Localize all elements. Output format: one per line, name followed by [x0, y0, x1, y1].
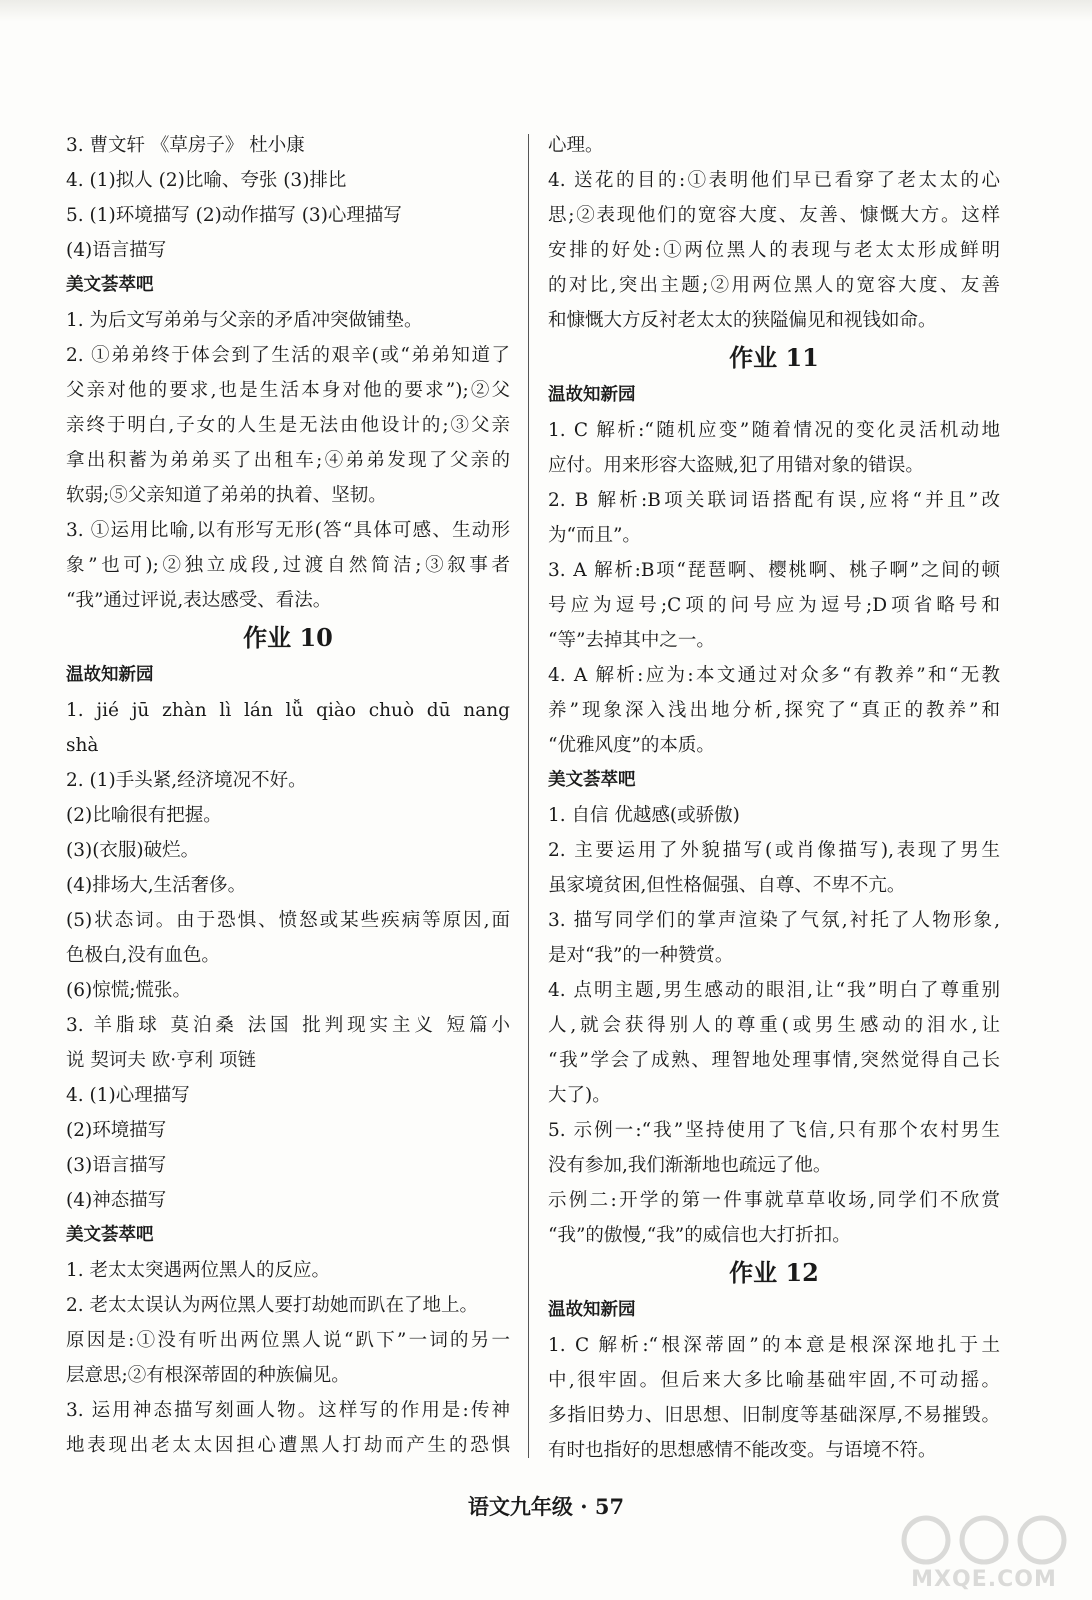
homework-heading: 作业 11 — [729, 343, 819, 372]
answer-line: 2. (1)手头紧,经济境况不好。 — [66, 770, 307, 791]
answer-line: (2)环境描写 — [66, 1120, 167, 1141]
answer-line: (3)(衣服)破烂。 — [66, 840, 200, 861]
answer-line: 3. 描写同学们的掌声渲染了气氛,衬托了人物形象, — [548, 910, 1000, 931]
answer-line: 2. ①弟弟终于体会到了生活的艰辛(或“弟弟知道了 — [66, 345, 510, 366]
right-column — [548, 128, 1000, 1468]
answer-line: 1. 为后文写弟弟与父亲的矛盾冲突做铺垫。 — [66, 310, 423, 331]
section-heading: 温故知新园 — [66, 665, 154, 685]
answer-line: 亲终于明白,子女的人生是无法由他设计的;③父亲 — [66, 415, 510, 436]
answer-line: 拿出积蓄为弟弟买了出租车;④弟弟发现了父亲的 — [66, 450, 510, 471]
answer-line: 有时也指好的思想感情不能改变。与语境不符。 — [548, 1440, 937, 1461]
answer-line: 1. 自信 优越感(或骄傲) — [548, 805, 740, 826]
answer-line: (4)神态描写 — [66, 1190, 167, 1211]
answer-line: 应付。用来形容大盗贼,犯了用错对象的错误。 — [548, 455, 924, 476]
answer-line: (5)状态词。由于恐惧、愤怒或某些疾病等原因,面 — [66, 910, 510, 931]
answer-line: 4. 点明主题,男生感动的眼泪,让“我”明白了尊重别 — [548, 980, 1000, 1001]
answer-line: 说 契诃夫 欧·亨利 项链 — [66, 1050, 257, 1071]
answer-line: “我”通过评说,表达感受、看法。 — [66, 590, 332, 611]
answer-line: 2. B 解析:B项关联词语搭配有误,应将“并且”改 — [548, 490, 1000, 511]
answer-line: 1. C 解析:“随机应变”随着情况的变化灵活机动地 — [548, 420, 1000, 441]
answer-line: 3. 运用神态描写刻画人物。这样写的作用是:传神 — [66, 1400, 510, 1421]
answer-line: 3. 羊脂球 莫泊桑 法国 批判现实主义 短篇小 — [66, 1015, 510, 1036]
answer-line: 5. (1)环境描写 (2)动作描写 (3)心理描写 — [66, 205, 402, 226]
answer-stamp-icon — [898, 1512, 1070, 1568]
answer-line: 中,很牢固。但后来大多比喻基础牢固,不可动摇。 — [548, 1370, 1000, 1391]
answer-line: 大了)。 — [548, 1085, 611, 1106]
answer-line: 色极白,没有血色。 — [66, 945, 220, 966]
answer-line: 原因是:①没有听出两位黑人说“趴下”一词的另一 — [66, 1330, 510, 1351]
answer-line: 的对比,突出主题;②用两位黑人的宽容大度、友善 — [548, 275, 1000, 296]
section-heading: 美文荟萃吧 — [66, 1225, 154, 1245]
answer-line: “我”学会了成熟、理智地处理事情,突然觉得自己长 — [548, 1050, 1000, 1071]
watermark-text: MXQE.COM — [911, 1567, 1057, 1592]
answer-line: 3. ①运用比喻,以有形写无形(答“具体可感、生动形 — [66, 520, 510, 541]
answer-line: 是对“我”的一种赞赏。 — [548, 945, 734, 966]
answer-line: 4. (1)心理描写 — [66, 1085, 190, 1106]
answer-line: 1. 老太太突遇两位黑人的反应。 — [66, 1260, 331, 1281]
answer-line: 4. (1)拟人 (2)比喻、夸张 (3)排比 — [66, 170, 347, 191]
section-heading: 温故知新园 — [548, 1300, 636, 1320]
answer-line: “等”去掉其中之一。 — [548, 630, 715, 651]
answer-line: (4)语言描写 — [66, 240, 167, 261]
page-number: 57 — [594, 1494, 625, 1519]
answer-line: 1. jié jū zhàn lì lán lǚ qiào chuò dū nang — [66, 700, 510, 721]
section-heading: 美文荟萃吧 — [548, 770, 636, 790]
answer-line: 2. 老太太误认为两位黑人要打劫她而趴在了地上。 — [66, 1295, 479, 1316]
homework-heading: 作业 12 — [729, 1258, 819, 1287]
answer-line: 象”也可);②独立成段,过渡自然简洁;③叙事者 — [66, 555, 510, 576]
answer-line: 号应为逗号;C项的问号应为逗号;D项省略号和 — [548, 595, 1000, 616]
answer-line: (2)比喻很有把握。 — [66, 805, 222, 826]
answer-line: 2. 主要运用了外貌描写(或肖像描写),表现了男生 — [548, 840, 1000, 861]
answer-line: 为“而且”。 — [548, 525, 641, 546]
answer-line: (6)惊慌;慌张。 — [66, 980, 191, 1001]
answer-line: 人,就会获得别人的尊重(或男生感动的泪水,让 — [548, 1015, 1000, 1036]
answer-line: 父亲对他的要求,也是生活本身对他的要求”);②父 — [66, 380, 510, 401]
answer-line: 1. C 解析:“根深蒂固”的本意是根深深地扎于土 — [548, 1335, 1000, 1356]
answer-line: 3. 曹文轩 《草房子》 杜小康 — [66, 135, 305, 156]
column-divider — [528, 134, 529, 1458]
footer-separator: · — [580, 1494, 588, 1519]
answer-line: 多指旧势力、旧思想、旧制度等基础深厚,不易摧毁。 — [548, 1405, 1000, 1426]
answer-line: 5. 示例一:“我”坚持使用了飞信,只有那个农村男生 — [548, 1120, 1000, 1141]
answer-line: 心理。 — [548, 135, 604, 156]
answer-line: 4. A 解析:应为:本文通过对众多“有教养”和“无教 — [548, 665, 1000, 686]
answer-line: 4. 送花的目的:①表明他们早已看穿了老太太的心 — [548, 170, 1000, 191]
homework-heading: 作业 10 — [243, 623, 333, 652]
left-column — [66, 128, 510, 1463]
answer-line: 没有参加,我们渐渐地也疏远了他。 — [548, 1155, 832, 1176]
answer-line: 和慷慨大方反衬老太太的狭隘偏见和视钱如命。 — [548, 310, 937, 331]
answer-line: 层意思;②有根深蒂固的种族偏见。 — [66, 1365, 350, 1386]
answer-line: 养”现象深入浅出地分析,探究了“真正的教养”和 — [548, 700, 1000, 721]
answer-line: 安排的好处:①两位黑人的表现与老太太形成鲜明 — [548, 240, 1000, 261]
section-heading: 温故知新园 — [548, 385, 636, 405]
answer-line: (3)语言描写 — [66, 1155, 167, 1176]
answer-line: (4)排场大,生活奢侈。 — [66, 875, 247, 896]
answer-line: “优雅风度”的本质。 — [548, 735, 715, 756]
scan-edge — [0, 0, 1092, 22]
section-heading: 美文荟萃吧 — [66, 275, 154, 295]
answer-line: shà — [66, 735, 99, 756]
answer-line: 示例二:开学的第一件事就草草收场,同学们不欣赏 — [548, 1190, 1000, 1211]
watermark — [898, 1512, 1070, 1592]
answer-line: 思;②表现他们的宽容大度、友善、慷慨大方。这样 — [548, 205, 1000, 226]
answer-line: 虽家境贫困,但性格倔强、自尊、不卑不亢。 — [548, 875, 906, 896]
answer-line: 地表现出老太太因担心遭黑人打劫而产生的恐惧 — [66, 1435, 510, 1456]
answer-line: 软弱;⑤父亲知道了弟弟的执着、坚韧。 — [66, 485, 387, 506]
footer-subject: 语文九年级 — [467, 1494, 573, 1519]
answer-line: 3. A 解析:B项“琵琶啊、樱桃啊、桃子啊”之间的顿 — [548, 560, 1000, 581]
answer-line: “我”的傲慢,“我”的威信也大打折扣。 — [548, 1225, 851, 1246]
